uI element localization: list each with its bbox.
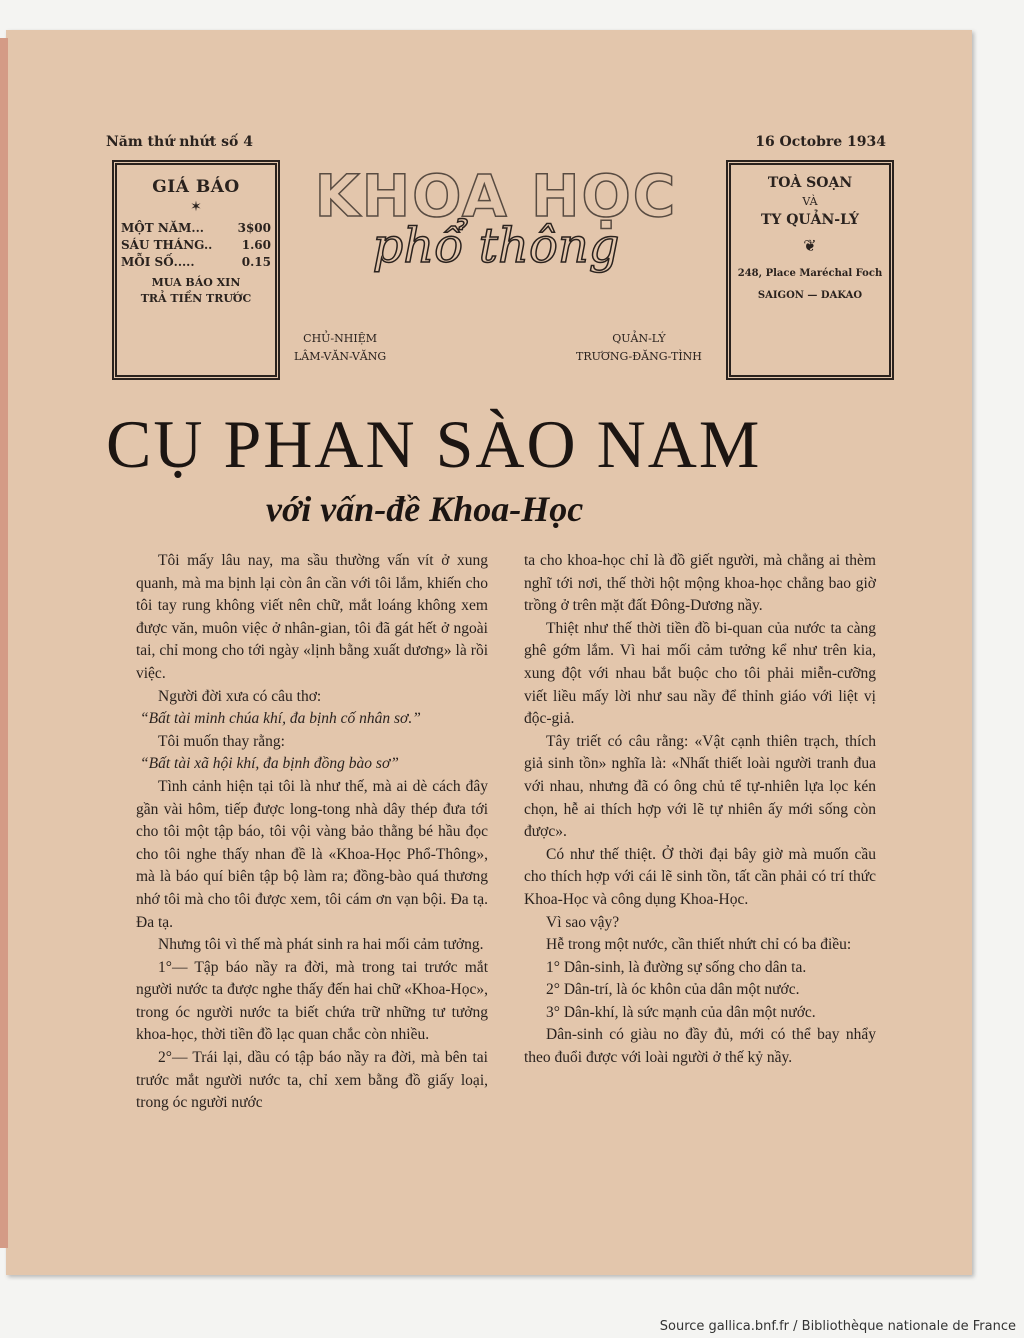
article-paragraph: Thiệt như thế thời tiền đồ bi-quan của nước ta càng ghê gớm lắm. Vì hai mối cảm tưởng kể như trên kia, xung đột với nhau bắt buộc cho tôi phải miễn-cưỡng viết liều mấy lời như sau nầy để thỉnh giáo với liệt vị độc-giả.	[524, 619, 876, 728]
price-note	[121, 275, 271, 307]
article-paragraph: ta cho khoa-học chỉ là đồ giết người, mà chẳng ai thèm nghĩ tới nơi, thế thời hột mộng khoa-học chẳng bao giờ trồng ở trên mặt đất Đông-Dương nầy.	[524, 552, 876, 615]
price-value: 0.15	[241, 255, 271, 269]
article-paragraph: Tôi muốn thay rằng:	[158, 732, 285, 750]
price-note-line: MUA BÁO XIN	[151, 276, 241, 289]
price-label: MỘT NĂM...	[121, 221, 204, 235]
logo-script: phổ thông	[372, 218, 620, 274]
director-name: LÂM-VĂN-VĂNG	[294, 350, 387, 363]
logo-title: KHOA HỌC	[314, 162, 678, 230]
article-paragraph: 2°— Trái lại, dầu có tập báo nầy ra đời, mà bên tai trước mắt người nước ta, chỉ xem bằng đồ giấy loại, trong óc người nước	[136, 1049, 488, 1112]
article-column-right	[524, 550, 876, 1070]
price-title: GIÁ BÁO	[152, 177, 240, 197]
article-paragraph: Tây triết có câu rằng: «Vật cạnh thiên trạch, thích giả sinh tồn» nghĩa là: «Nhất thiết loài người tranh đua với nhau, nhưng đã có ông chủ tể tự-nhiên lựa lọc kén chọn, hễ ai thích hợp với lẽ tự nhiên ấy mới sống còn được».	[524, 732, 876, 841]
article-list-item: 2° Dân-trí, là óc khôn của dân một nước.	[546, 981, 800, 999]
newspaper-logo	[286, 160, 706, 310]
article-paragraph: Có như thế thiệt. Ở thời đại bây giờ mà muốn cầu cho thích hợp với cái lẽ sinh tồn, tất cần phải có trí thức Khoa-Học và công dụng Khoa-Học.	[524, 845, 876, 908]
article-paragraph: Vì sao vậy?	[546, 913, 620, 931]
price-label: SÁU THÁNG..	[121, 238, 213, 252]
article-paragraph: Dân-sinh có giàu no đầy đủ, mới có thể bay nhẩy theo đuổi được với loài người ở thế kỷ nầy.	[524, 1026, 876, 1067]
article-paragraph: Người đời xưa có câu thơ:	[158, 687, 322, 705]
price-value: 1.60	[241, 238, 271, 252]
source-credit: Source gallica.bnf.fr / Bibliothèque nationale de France	[659, 1319, 1016, 1334]
article-paragraph: Tình cảnh hiện tại tôi là như thế, mà ai dè cách đây gần vài hôm, tiếp được long-tong nhà dây thép đưa tới cho tôi một tập báo, tôi vội vàng bảo thằng bé hầu đọc cho tôi nghe thấy nhan đề là «Khoa-Học Phổ-Thông», mà là báo quí biên tập bộ làm ra; đồng-bào quá thương nhớ tôi mà cho tôi được xem, tôi cám ơn vạn bội. Đa tạ. Đa tạ.	[136, 777, 488, 931]
article-paragraph: Hễ trong một nước, cần thiết nhứt chỉ có ba điều:	[546, 936, 852, 954]
price-box	[112, 160, 280, 380]
price-row	[121, 221, 271, 235]
article-list-item: 3° Dân-khí, là sức mạnh của dân một nước.	[546, 1003, 816, 1021]
newspaper-page	[6, 30, 972, 1275]
price-row	[121, 255, 271, 269]
price-label: MỖI SỐ.....	[121, 255, 195, 269]
address-line: 248, Place Maréchal Foch	[737, 268, 883, 279]
manager-credit	[576, 330, 702, 366]
manager-name: TRƯƠNG-ĐĂNG-TÌNH	[576, 350, 702, 363]
address-line: SAIGON — DAKAO	[757, 290, 863, 301]
article-column-left	[136, 550, 488, 1115]
star-icon: ✶	[190, 199, 202, 215]
article-list-item: 1° Dân-sinh, là đường sự sống cho dân ta.	[546, 958, 807, 976]
article-quote: “Bất tài xã hội khí, đa bịnh đồng bào sơ”	[140, 755, 399, 773]
issue-date: 16 Octobre 1934	[755, 134, 886, 150]
ornament-icon: ❦	[803, 236, 817, 255]
price-row	[121, 238, 271, 252]
director-credit	[294, 330, 386, 366]
article-paragraph: 1°— Tập báo nầy ra đời, mà trong tai trước mắt người nước ta được nghe thấy đến hai chữ «Khoa-Học», trong óc người nước ta biết chứa trữ những tư tưởng khoa-học, thời tiền đồ lạc quan chắc còn nhiều.	[136, 958, 488, 1044]
article-paragraph: Tôi mấy lâu nay, ma sầu thường vấn vít ở xung quanh, mà ma bịnh lại còn ân cần với tôi lắm, khiến cho tôi tay rung không viết nên chữ, mắt loáng không xem được văn, muôn việc ở nhân-gian, tôi đã gát hết ở ngoài tai, chỉ mong cho tới ngày «lịnh bằng xuất dương» là rồi việc.	[136, 552, 488, 682]
issue-number: Năm thứ nhứt số 4	[106, 134, 253, 150]
article-subtitle: với vấn-đề Khoa-Học	[266, 489, 584, 529]
director-label: CHỦ-NHIỆM	[303, 332, 378, 345]
article-headline: CỤ PHAN SÀO NAM	[106, 406, 762, 482]
office-address	[735, 263, 885, 307]
office-title: TOÀ SOẠN	[767, 175, 853, 191]
manager-label: QUẢN-LÝ	[612, 332, 666, 345]
office-subtitle: TY QUẢN-LÝ	[760, 212, 860, 228]
price-value: 3$00	[237, 221, 271, 235]
article-quote: “Bất tài minh chúa khí, đa bịnh cố nhân sơ.”	[140, 710, 421, 728]
office-and: VÀ	[802, 195, 818, 208]
office-box	[726, 160, 894, 380]
price-note-line: TRẢ TIỀN TRƯỚC	[140, 292, 252, 305]
article-paragraph: Nhưng tôi vì thế mà phát sinh ra hai mối cảm tưởng.	[158, 936, 484, 954]
